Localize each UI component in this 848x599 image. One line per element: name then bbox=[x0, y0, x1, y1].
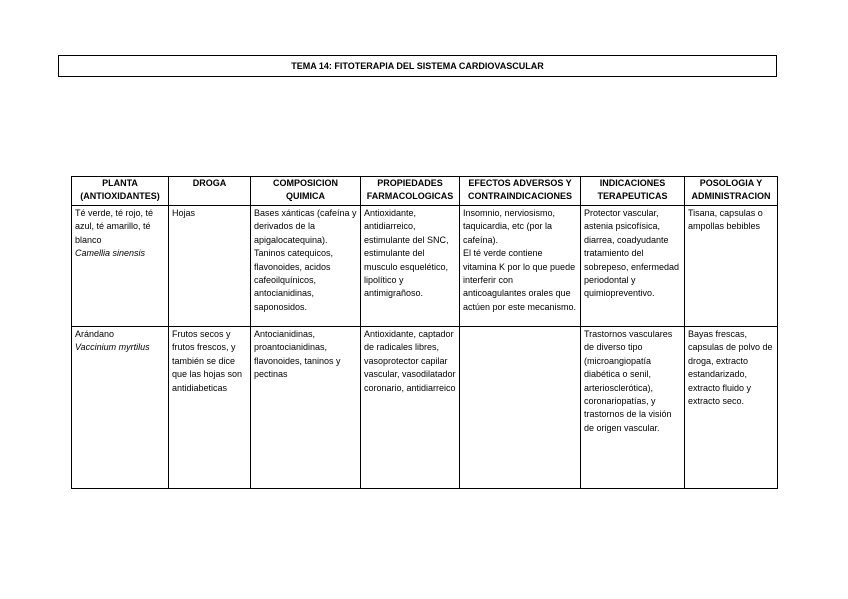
table-row bbox=[72, 206, 778, 327]
cell-efectos bbox=[460, 327, 581, 489]
table-header-row bbox=[72, 177, 778, 206]
plant-common-name: Té verde, té rojo, té azul, té amarillo, té blanco bbox=[75, 208, 154, 245]
header-composicion: COMPOSICION QUIMICA bbox=[251, 177, 361, 206]
cell-indicaciones: Protector vascular, astenia psicofísica, diarrea, coadyudante tratamiento del sobrepeso, enfermedad periodontal y quimiopreventivo. bbox=[581, 206, 685, 327]
cell-efectos bbox=[460, 206, 581, 327]
header-efectos: EFECTOS ADVERSOS Y CONTRAINDICACIONES bbox=[460, 177, 581, 206]
cell-droga: Hojas bbox=[169, 206, 251, 327]
cell-posologia: Bayas frescas, capsulas de polvo de droga, extracto estandarizado, extracto fluido y extracto seco. bbox=[685, 327, 778, 489]
header-droga: DROGA bbox=[169, 177, 251, 206]
header-propiedades: PROPIEDADES FARMACOLOGICAS bbox=[361, 177, 460, 206]
cell-composicion: Antocianidinas, proantocianidinas, flavonoides, taninos y pectinas bbox=[251, 327, 361, 489]
cell-planta bbox=[72, 327, 169, 489]
cell-planta bbox=[72, 206, 169, 327]
cell-propiedades: Antioxidante, captador de radicales libres, vasoprotector capilar vascular, vasodilatador coronario, antidiarreico bbox=[361, 327, 460, 489]
table-row bbox=[72, 327, 778, 489]
cell-posologia: Tisana, capsulas o ampollas bebibles bbox=[685, 206, 778, 327]
header-indicaciones: INDICACIONES TERAPEUTICAS bbox=[581, 177, 685, 206]
cell-propiedades: Antioxidante, antidiarreico, estimulante del SNC, estimulante del musculo esquelético, lipolítico y antimigrañoso. bbox=[361, 206, 460, 327]
plant-latin-name: Vaccinium myrtilus bbox=[75, 342, 150, 353]
cell-droga: Frutos secos y frutos frescos, y también se dice que las hojas son antidiabeticas bbox=[169, 327, 251, 489]
cell-indicaciones: Trastornos vasculares de diverso tipo (microangiopatía diabética o senil, arteriosclerótica), coronariopatías, y trastornos de la visión de origen vascular. bbox=[581, 327, 685, 489]
header-posologia: POSOLOGIA Y ADMINISTRACION bbox=[685, 177, 778, 206]
header-planta: PLANTA (ANTIOXIDANTES) bbox=[72, 177, 169, 206]
efectos-text-2: El té verde contiene vitamina K por lo que puede interferir con anticoagulantes orales que actúen por este mecanismo. bbox=[463, 248, 577, 312]
cell-composicion: Bases xánticas (cafeína y derivados de la apigalocatequina). Taninos catequicos, flavonoides, acidos cafeoilquínicos, antocianidinas, saponosidos. bbox=[251, 206, 361, 327]
document-title: TEMA 14: FITOTERAPIA DEL SISTEMA CARDIOVASCULAR bbox=[58, 55, 777, 77]
plant-common-name: Arándano bbox=[75, 329, 115, 339]
efectos-text-1: Insomnio, nerviosismo, taquicardia, etc (por la cafeína). bbox=[463, 208, 556, 245]
phytotherapy-table bbox=[71, 176, 778, 489]
plant-latin-name: Camellia sinensis bbox=[75, 248, 146, 259]
